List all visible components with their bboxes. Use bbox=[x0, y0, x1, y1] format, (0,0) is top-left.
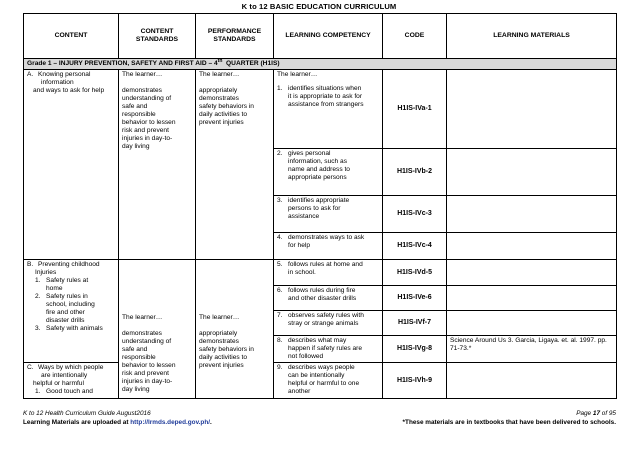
competency-3: 3. identifies appropriate persons to ask for assistance bbox=[274, 196, 383, 233]
competency-1: The learner… 1. identifies situations when it is appropriate to ask for assistance from strangers bbox=[274, 70, 383, 149]
code-6: H1IS-IVe-6 bbox=[383, 286, 447, 311]
code-5: H1IS-IVd-5 bbox=[383, 260, 447, 286]
guide-name: K to 12 Health Curriculum Guide August2016 bbox=[23, 410, 151, 417]
competency-5: 5. follows rules at home and in school. bbox=[274, 260, 383, 286]
uploaded-note: Learning Materials are uploaded at http://lrmds.deped.gov.ph/. bbox=[23, 419, 212, 426]
header-content: CONTENT bbox=[24, 14, 119, 59]
performance-standards-1: The learner… appropriately demonstrates safety behaviors in daily activities to prevent injuries bbox=[196, 70, 274, 260]
content-b-cell: B. Preventing childhood Injuries 1. Safety rules at home 2. Safety rules in school, including fire and other disaster drills 3. Safety with animals bbox=[24, 260, 119, 363]
code-4: H1IS-IVc-4 bbox=[383, 233, 447, 260]
lrmds-link[interactable]: http://lrmds.deped.gov.ph/ bbox=[130, 419, 211, 426]
competency-2: 2. gives personal information, such as name and address to appropriate persons bbox=[274, 149, 383, 196]
materials-8: Science Around Us 3. Garcia, Ligaya. et. al. 1997. pp. 71-73.* bbox=[447, 336, 617, 363]
code-7: H1IS-IVf-7 bbox=[383, 311, 447, 336]
materials-3 bbox=[447, 196, 617, 233]
competency-8: 8. describes what may happen if safety rules are not followed bbox=[274, 336, 383, 363]
content-standards-1: The learner… demonstrates understanding of safe and responsible behavior to lessen risk and prevent injuries in day-to- day living bbox=[119, 70, 196, 260]
document-title: K to 12 BASIC EDUCATION CURRICULUM bbox=[241, 2, 397, 11]
code-1: H1IS-IVa-1 bbox=[383, 70, 447, 149]
competency-4: 4. demonstrates ways to ask for help bbox=[274, 233, 383, 260]
materials-9 bbox=[447, 363, 617, 399]
code-2: H1IS-IVb-2 bbox=[383, 149, 447, 196]
textbook-note: *These materials are in textbooks that have been delivered to schools. bbox=[402, 419, 616, 426]
header-content-standards: CONTENT STANDARDS bbox=[119, 14, 196, 59]
header-performance-standards: PERFORMANCE STANDARDS bbox=[196, 14, 274, 59]
content-c-cell: C. Ways by which people are intentionally helpful or harmful 1. Good touch and bbox=[24, 363, 119, 399]
competency-9: 9. describes ways people can be intentionally helpful or harmful to one another bbox=[274, 363, 383, 399]
grade-quarter-label: Grade 1 – INJURY PREVENTION, SAFETY AND FIRST AID – 4th QUARTER (H1IS) bbox=[24, 59, 617, 70]
materials-4 bbox=[447, 233, 617, 260]
footer-line-2 bbox=[23, 419, 616, 428]
footer-line-1 bbox=[23, 410, 616, 419]
materials-1 bbox=[447, 70, 617, 149]
table-row bbox=[24, 260, 617, 286]
table-row bbox=[24, 363, 617, 399]
materials-6 bbox=[447, 286, 617, 311]
competency-6: 6. follows rules during fire and other disaster drills bbox=[274, 286, 383, 311]
content-standards-2: The learner… demonstrates understanding of safe and responsible behavior to lessen risk and prevent injuries in day-to- day living bbox=[119, 260, 196, 399]
materials-5 bbox=[447, 260, 617, 286]
materials-2 bbox=[447, 149, 617, 196]
header-code: CODE bbox=[383, 14, 447, 59]
code-9: H1IS-IVh-9 bbox=[383, 363, 447, 399]
materials-7 bbox=[447, 311, 617, 336]
curriculum-table bbox=[23, 13, 617, 399]
competency-7: 7. observes safety rules with stray or strange animals bbox=[274, 311, 383, 336]
page-number: Page 17 of 95 bbox=[576, 410, 616, 417]
code-3: H1IS-IVc-3 bbox=[383, 196, 447, 233]
content-a-cell: A. Knowing personal information and ways to ask for help bbox=[24, 70, 119, 260]
code-8: H1IS-IVg-8 bbox=[383, 336, 447, 363]
header-learning-competency: LEARNING COMPETENCY bbox=[274, 14, 383, 59]
header-learning-materials: LEARNING MATERIALS bbox=[447, 14, 617, 59]
grade-row bbox=[24, 59, 617, 70]
table-row bbox=[24, 70, 617, 149]
header-row bbox=[24, 14, 617, 59]
performance-standards-2: The learner… appropriately demonstrates safety behaviors in daily activities to prevent injuries bbox=[196, 260, 274, 399]
